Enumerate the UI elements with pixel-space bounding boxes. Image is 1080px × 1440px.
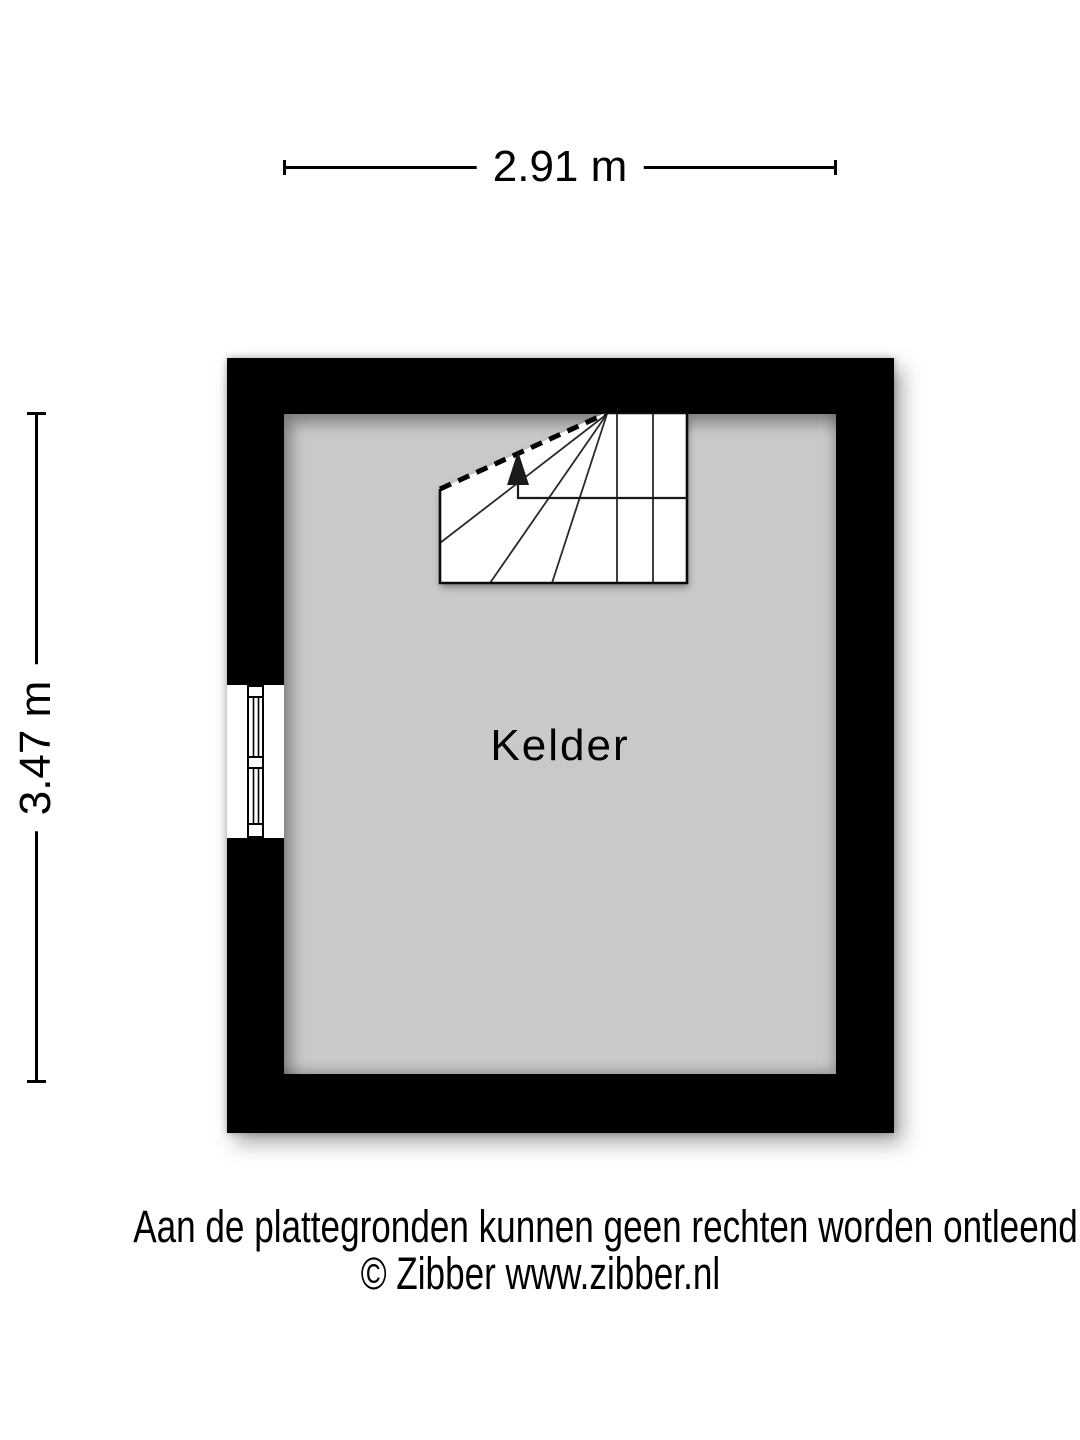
top-dimension-label: 2.91 m [477, 142, 644, 192]
left-dimension-label: 3.47 m [11, 664, 61, 831]
disclaimer-text: Aan de plattegronden kunnen geen rechten worden ontleend [133, 1201, 1078, 1252]
left-dimension-tick-bottom [27, 1080, 46, 1083]
floor-plan [227, 358, 894, 1133]
left-dimension-tick-top [27, 412, 46, 415]
window-frame-icon [227, 685, 284, 838]
left-dimension [11, 412, 60, 1083]
top-dimension [284, 142, 836, 191]
room-label: Kelder [490, 721, 630, 770]
top-dimension-tick-left [283, 160, 286, 175]
top-dimension-tick-right [834, 160, 837, 175]
footer [0, 1201, 1080, 1299]
disclaimer-line [0, 1202, 1080, 1252]
room-floor [284, 414, 836, 1074]
window [227, 685, 284, 838]
credit-line [0, 1248, 1080, 1299]
credit-text: © Zibber www.zibber.nl [360, 1248, 720, 1299]
